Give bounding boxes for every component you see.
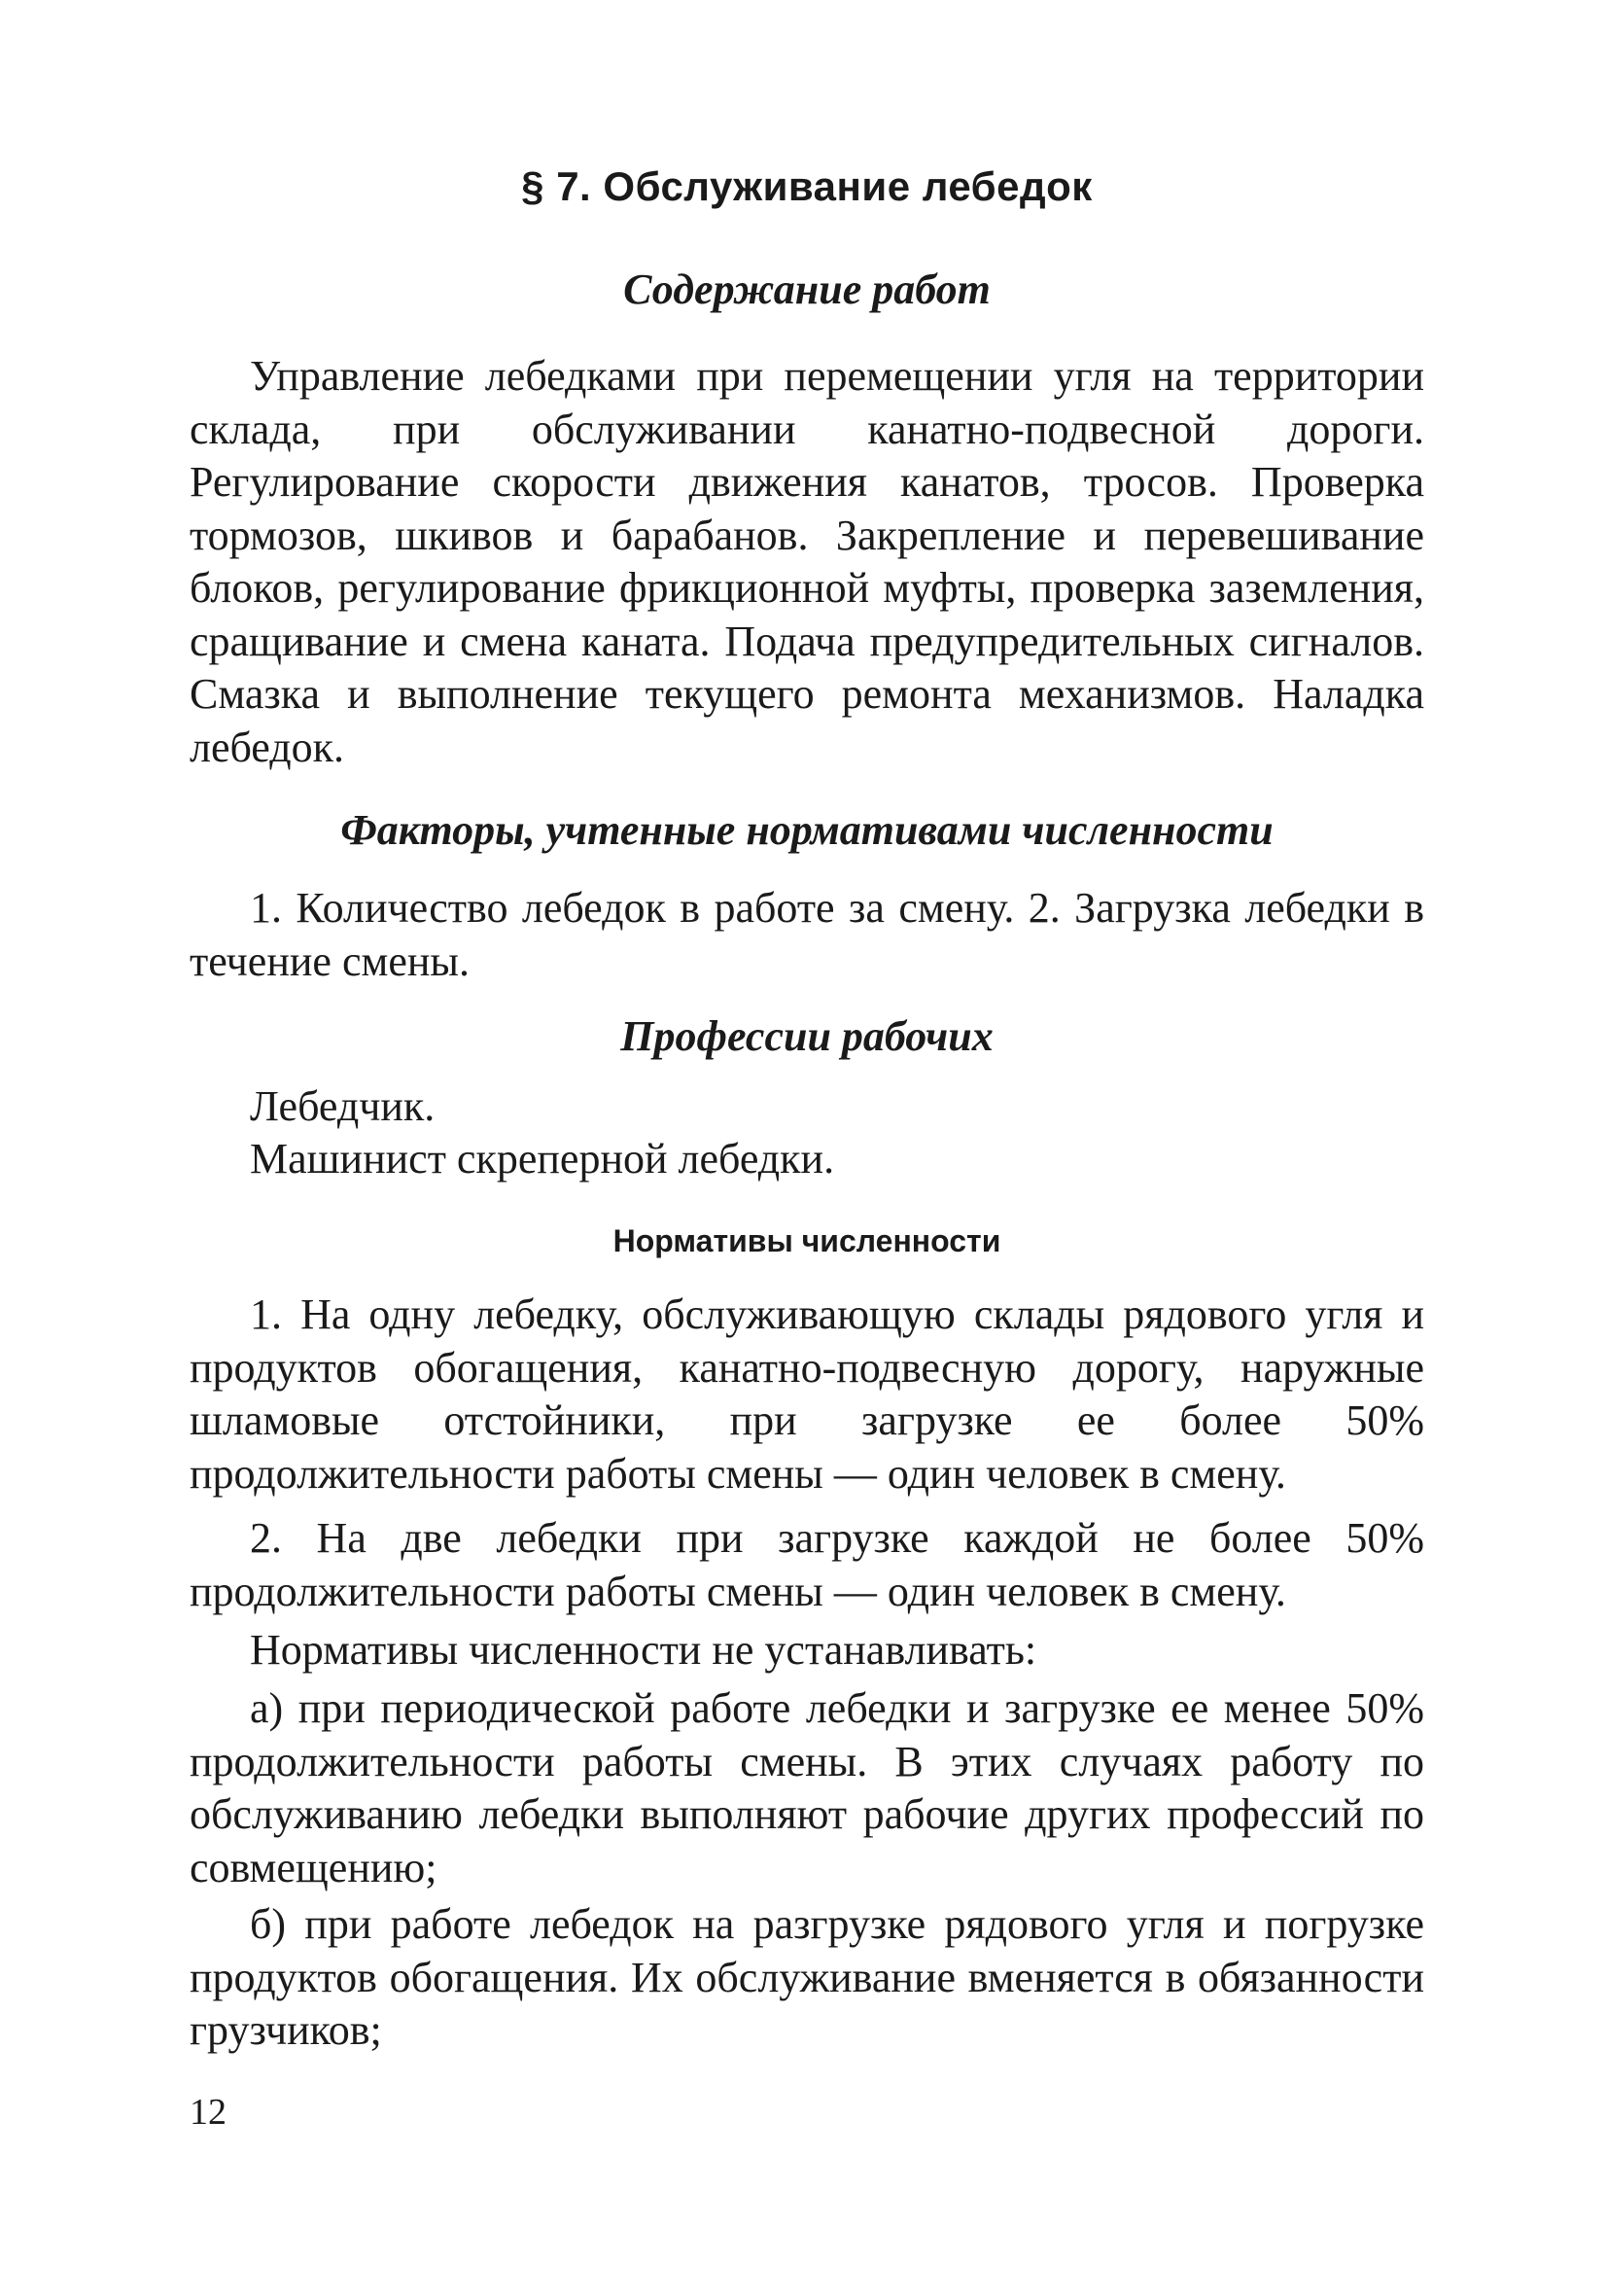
norm-exception-a: а) при периодической работе лебедки и загрузке ее менее 50% продолжительности работы смены. В этих случаях работу по обслуживанию лебедки выполняют рабочие других профессий по совмещению; — [190, 1684, 1424, 1891]
page-number: 12 — [190, 2092, 227, 2133]
norm-exception-b: б) при работе лебедок на разгрузке рядового угля и погрузке продуктов обогащения. Их обслуживание вменяется в обязанности грузчиков; — [190, 1900, 1424, 2054]
factors-heading: Факторы, учтенные нормативами численности — [340, 806, 1274, 854]
norm-item-1: 1. На одну лебедку, обслуживающую склады рядового угля и продуктов обогащения, канатно-подвесную дорогу, наружные шламовые отстойники, при загрузке ее более 50% продолжительности работы смены — один человек в смену. — [190, 1290, 1424, 1498]
norms-heading: Нормативы численности — [612, 1223, 1001, 1258]
profession-item: Лебедчик. — [250, 1082, 436, 1130]
norm-item-2: 2. На две лебедки при загрузке каждой не более 50% продолжительности работы смены — один человек в смену. — [190, 1514, 1424, 1615]
work-content-paragraph: Управление лебедками при перемещении угля на территории склада, при обслуживании канатно-подвесной дороги. Регулирование скорости движения канатов, тросов. Проверка тормозов, шкивов и барабанов. Закрепление и перевешивание блоков, регулирование фрикционной муфты, проверка заземления, сращивание и смена каната. Подача предупредительных сигналов. Смазка и выполнение текущего ремонта механизмов. Наладка лебедок. — [190, 352, 1424, 771]
work-content-heading: Содержание работ — [623, 265, 991, 313]
factors-paragraph: 1. Количество лебедок в работе за смену. 2. Загрузка лебедки в течение смены. — [190, 884, 1424, 985]
section-title: § 7. Обслуживание лебедок — [521, 163, 1093, 209]
norms-not-set-intro: Нормативы численности не устанавливать: — [250, 1626, 1037, 1674]
profession-item: Машинист скреперной лебедки. — [250, 1135, 835, 1183]
professions-heading: Профессии рабочих — [620, 1012, 994, 1060]
